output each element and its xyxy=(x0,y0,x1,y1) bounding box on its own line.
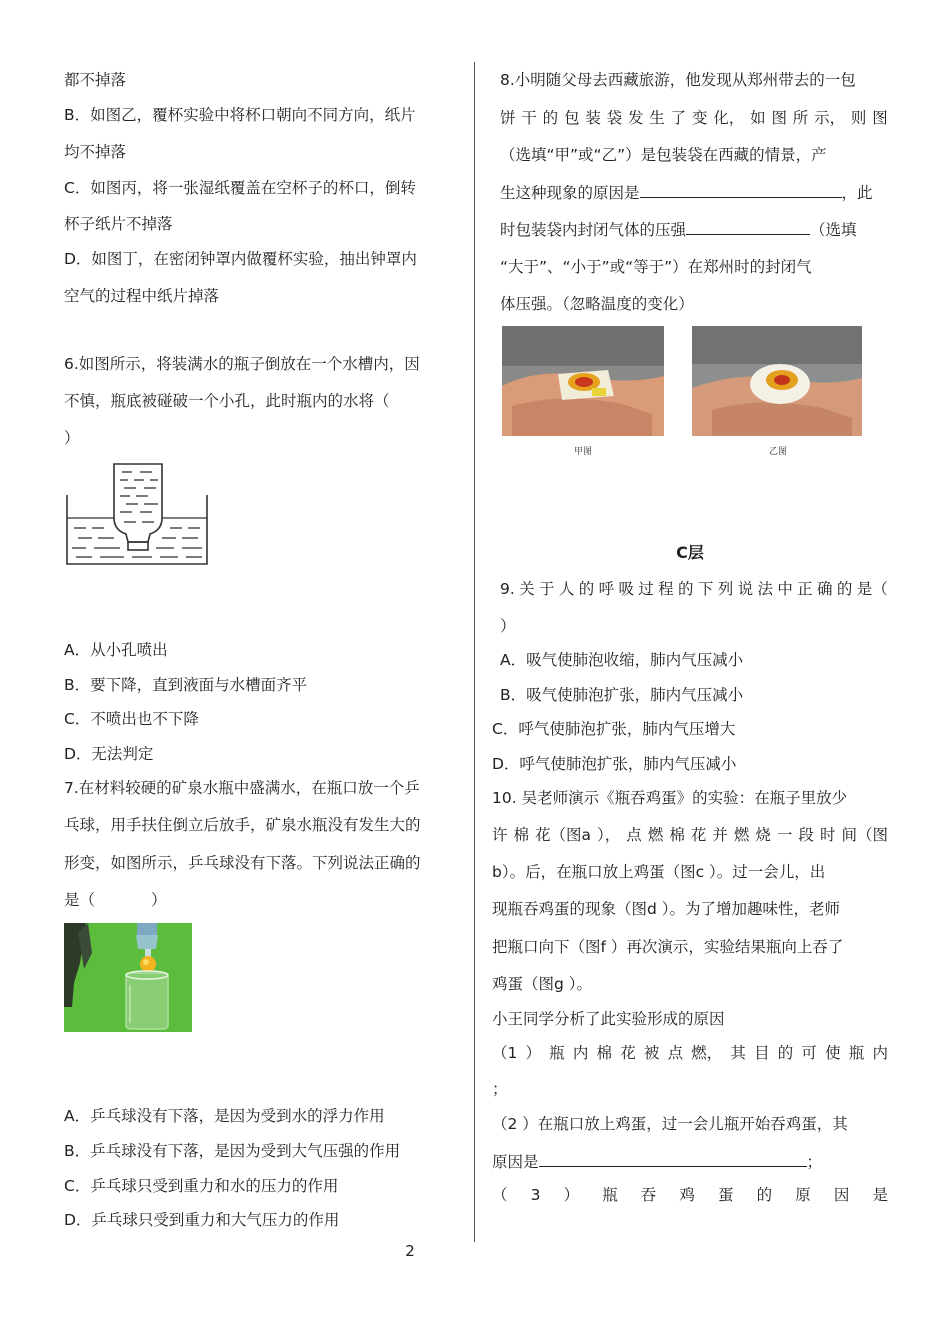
text-token: 其 xyxy=(730,1044,746,1062)
q8-stem-justified xyxy=(500,107,888,129)
text-token: 法 xyxy=(757,580,773,598)
text-token: 蛋 xyxy=(718,1186,734,1204)
q8-answer-blank-reason[interactable] xyxy=(640,181,842,198)
text-token: 燃 xyxy=(647,826,664,844)
text-token: 目 xyxy=(754,1044,770,1062)
text-token: 中 xyxy=(777,580,793,598)
text-token: 点 xyxy=(667,1044,684,1062)
q5-line: 空气的过程中纸片掉落 xyxy=(64,287,220,305)
text-token: 瓶 xyxy=(549,1044,565,1062)
text-token: 瓶 xyxy=(848,1044,865,1062)
text-token: 确 xyxy=(817,580,833,598)
q10-part2: （2 ）在瓶口放上鸡蛋，过一会儿瓶开始吞鸡蛋，其 xyxy=(492,1115,848,1133)
text-token: 于 xyxy=(539,580,555,598)
q8-stem: （选填“甲”或“乙”）是包装袋在西藏的情景，产 xyxy=(500,146,827,164)
figure-caption-yi: 乙图 xyxy=(768,447,787,457)
q9-option-d: D．呼气使肺泡扩张，肺内气压减小 xyxy=(492,755,737,773)
text-token: 则 xyxy=(850,109,867,127)
text-token: 燃， xyxy=(691,1044,723,1062)
q8-text: ，此 xyxy=(841,184,873,202)
q5-line: 杯子纸片不掉落 xyxy=(64,215,173,233)
q7-option-a: A．乒乓球没有下落，是因为受到水的浮力作用 xyxy=(64,1107,385,1125)
text-token: 的 xyxy=(542,109,559,127)
q10-stem: 10. 吴老师演示《瓶吞鸡蛋》的实验：在瓶子里放少 xyxy=(492,789,848,807)
text-token: 饼 xyxy=(500,109,516,127)
text-token: 并 xyxy=(712,826,728,844)
q8-stem xyxy=(500,218,888,241)
text-token: 关 xyxy=(519,580,535,598)
text-token: 可 xyxy=(801,1044,817,1062)
text-token: 花 xyxy=(620,1044,636,1062)
q10-stem: 小王同学分析了此实验形成的原因 xyxy=(492,1010,725,1028)
text-token: 袋 xyxy=(606,109,623,127)
text-token: 棉 xyxy=(513,826,530,844)
text-token: 烧 xyxy=(755,826,771,844)
q7-option-d: D．乒乓球只受到重力和大气压力的作用 xyxy=(64,1211,340,1229)
section-heading-c: C层 xyxy=(676,543,704,562)
text-token: 时 xyxy=(819,826,836,844)
text-token: 化， xyxy=(713,109,745,127)
q6-stem: 6.如图所示，将装满水的瓶子倒放在一个水槽内，因 xyxy=(64,355,420,373)
text-token: 段 xyxy=(798,826,814,844)
text-token: 燃 xyxy=(733,826,750,844)
text-token: 的 xyxy=(578,580,595,598)
text-token: 变 xyxy=(691,109,708,127)
text-token: 9. xyxy=(500,580,515,598)
text-token: 程 xyxy=(658,580,674,598)
text-token: 被 xyxy=(643,1044,660,1062)
q6-stem: 不慎，瓶底被碰破一个小孔，此时瓶内的水将（ xyxy=(64,392,390,410)
q8-text: （选填 xyxy=(810,221,857,239)
text-token: 原 xyxy=(795,1186,811,1204)
q10-stem: 现瓶吞鸡蛋的现象（图d ）。为了增加趣味性，老师 xyxy=(492,900,841,918)
package-photo-jia xyxy=(502,326,664,436)
text-token: 吸 xyxy=(618,580,634,598)
text-token: 内 xyxy=(872,1044,888,1062)
q5-option-d: D．如图丁，在密闭钟罩内做覆杯实验，抽出钟罩内 xyxy=(64,250,417,268)
text-token: 是（ xyxy=(856,580,888,598)
text-token: 使 xyxy=(825,1044,841,1062)
text-token: 花 xyxy=(690,826,707,844)
q10-answer-blank-reason[interactable] xyxy=(539,1150,807,1167)
text-token: 棉 xyxy=(596,1044,613,1062)
text-token: 示， xyxy=(814,109,846,127)
q8-text: 时包装袋内封闭气体的压强 xyxy=(500,221,687,239)
text-token: 图 xyxy=(872,109,888,127)
q7-stem: 7.在材料较硬的矿泉水瓶中盛满水，在瓶口放一个乒 xyxy=(64,779,420,797)
bottle-tank-diagram xyxy=(64,460,214,570)
text-token: 说 xyxy=(737,580,754,598)
q6-option-b: B．要下降，直到液面与水槽面齐平 xyxy=(64,676,308,694)
text-token: 的 xyxy=(756,1186,773,1204)
text-token: 是 xyxy=(872,1186,888,1204)
q6-option-d: D．无法判定 xyxy=(64,745,154,763)
q5-line: 都不掉落 xyxy=(64,71,127,89)
text-token: ） xyxy=(525,1044,542,1062)
text-token: ）， xyxy=(597,826,621,844)
q7-stem: 形变，如图所示，乒乓球没有下落。下列说法正确的 xyxy=(64,854,421,872)
text-token: 发 xyxy=(627,109,644,127)
q10-stem-justified xyxy=(492,824,888,846)
text-token: 了 xyxy=(670,109,687,127)
q8-stem: “大于”、“小于”或“等于”）在郑州时的封闭气 xyxy=(500,258,812,276)
text-token: 3 xyxy=(530,1186,541,1204)
q10-stem: 鸡蛋（图g ）。 xyxy=(492,975,593,993)
q7-stem: 乓球，用手扶住倒立后放手，矿泉水瓶没有发生大的 xyxy=(64,816,421,834)
q7-option-b: B．乒乓球没有下落，是因为受到大气压强的作用 xyxy=(64,1142,401,1160)
q5-option-c: C．如图丙，将一张湿纸覆盖在空杯子的杯口，倒转 xyxy=(64,179,416,197)
text-token: 的 xyxy=(836,580,853,598)
q8-stem: 体压强。（忽略温度的变化） xyxy=(500,295,694,313)
q10-part2 xyxy=(492,1150,888,1173)
text-token: 人 xyxy=(558,580,575,598)
q8-stem: 8.小明随父母去西藏旅游，他发现从郑州带去的一包 xyxy=(500,71,856,89)
text-token: 下 xyxy=(697,580,714,598)
text-token: 呼 xyxy=(598,580,615,598)
q5-option-b: B．如图乙，覆杯实验中将杯口朝向不同方向，纸片 xyxy=(64,106,416,124)
text-token: 点 xyxy=(626,826,642,844)
q6-option-a: A．从小孔喷出 xyxy=(64,641,168,659)
text-token: 内 xyxy=(572,1044,589,1062)
text-token: 的 xyxy=(777,1044,794,1062)
q9-stem: ） xyxy=(500,617,516,635)
q10-stem: b）。后，在瓶口放上鸡蛋（图c ）。过一会儿，出 xyxy=(492,863,826,881)
text-token: 棉 xyxy=(669,826,685,844)
q7-stem-end: ） xyxy=(151,891,167,909)
text-token: 许 xyxy=(492,826,508,844)
column-divider xyxy=(474,62,475,1242)
q9-option-c: C．呼气使肺泡扩张，肺内气压增大 xyxy=(492,720,736,738)
q9-option-b: B．吸气使肺泡扩张，肺内气压减小 xyxy=(500,686,744,704)
q10-stem: 把瓶口向下（图f ）再次演示，实验结果瓶向上吞了 xyxy=(492,938,844,956)
text-token: ） xyxy=(563,1186,580,1204)
text-token: （1 xyxy=(492,1044,518,1062)
text-token: 一 xyxy=(776,826,793,844)
text-token: 生 xyxy=(649,109,665,127)
q8-text: 生这种现象的原因是 xyxy=(500,184,640,202)
q10-text: 原因是 xyxy=(492,1153,539,1171)
text-token: 装 xyxy=(585,109,601,127)
q7-stem-start: 是（ xyxy=(64,891,96,909)
text-token: 列 xyxy=(717,580,734,598)
text-token: 干 xyxy=(521,109,537,127)
figure-caption-jia: 甲图 xyxy=(573,447,592,457)
package-photo-yi xyxy=(692,326,862,436)
text-token: 的 xyxy=(678,580,694,598)
q8-stem xyxy=(500,181,888,204)
text-token: 过 xyxy=(638,580,654,598)
page-number: 2 xyxy=(405,1242,415,1260)
text-token: 因 xyxy=(833,1186,850,1204)
q6-option-c: C．不喷出也不下降 xyxy=(64,710,199,728)
q10-text: ； xyxy=(806,1153,823,1171)
text-token: 所 xyxy=(792,109,809,127)
text-token: 如 xyxy=(750,109,766,127)
pingpong-bottle-photo xyxy=(64,923,192,1032)
text-token: 花（图a xyxy=(535,826,592,844)
text-token: 包 xyxy=(563,109,580,127)
q9-option-a: A．吸气使肺泡收缩，肺内气压减小 xyxy=(500,651,744,669)
q10-part1-justified xyxy=(492,1042,888,1064)
q10-part3-justified xyxy=(492,1184,888,1206)
text-token: 瓶 xyxy=(602,1186,618,1204)
text-token: 间（图 xyxy=(841,826,888,844)
q6-stem: ） xyxy=(64,429,80,447)
text-token: 鸡 xyxy=(679,1186,695,1204)
q10-part1-end: ； xyxy=(492,1080,508,1098)
q5-line: 均不掉落 xyxy=(64,143,127,161)
text-token: 正 xyxy=(797,580,813,598)
text-token: （ xyxy=(492,1186,508,1204)
q7-stem xyxy=(64,889,462,911)
text-token: 图 xyxy=(771,109,787,127)
q9-stem-justified xyxy=(500,578,888,600)
q8-answer-blank-pressure[interactable] xyxy=(686,218,810,235)
q7-option-c: C．乒乓球只受到重力和水的压力的作用 xyxy=(64,1177,339,1195)
text-token: 吞 xyxy=(640,1186,657,1204)
